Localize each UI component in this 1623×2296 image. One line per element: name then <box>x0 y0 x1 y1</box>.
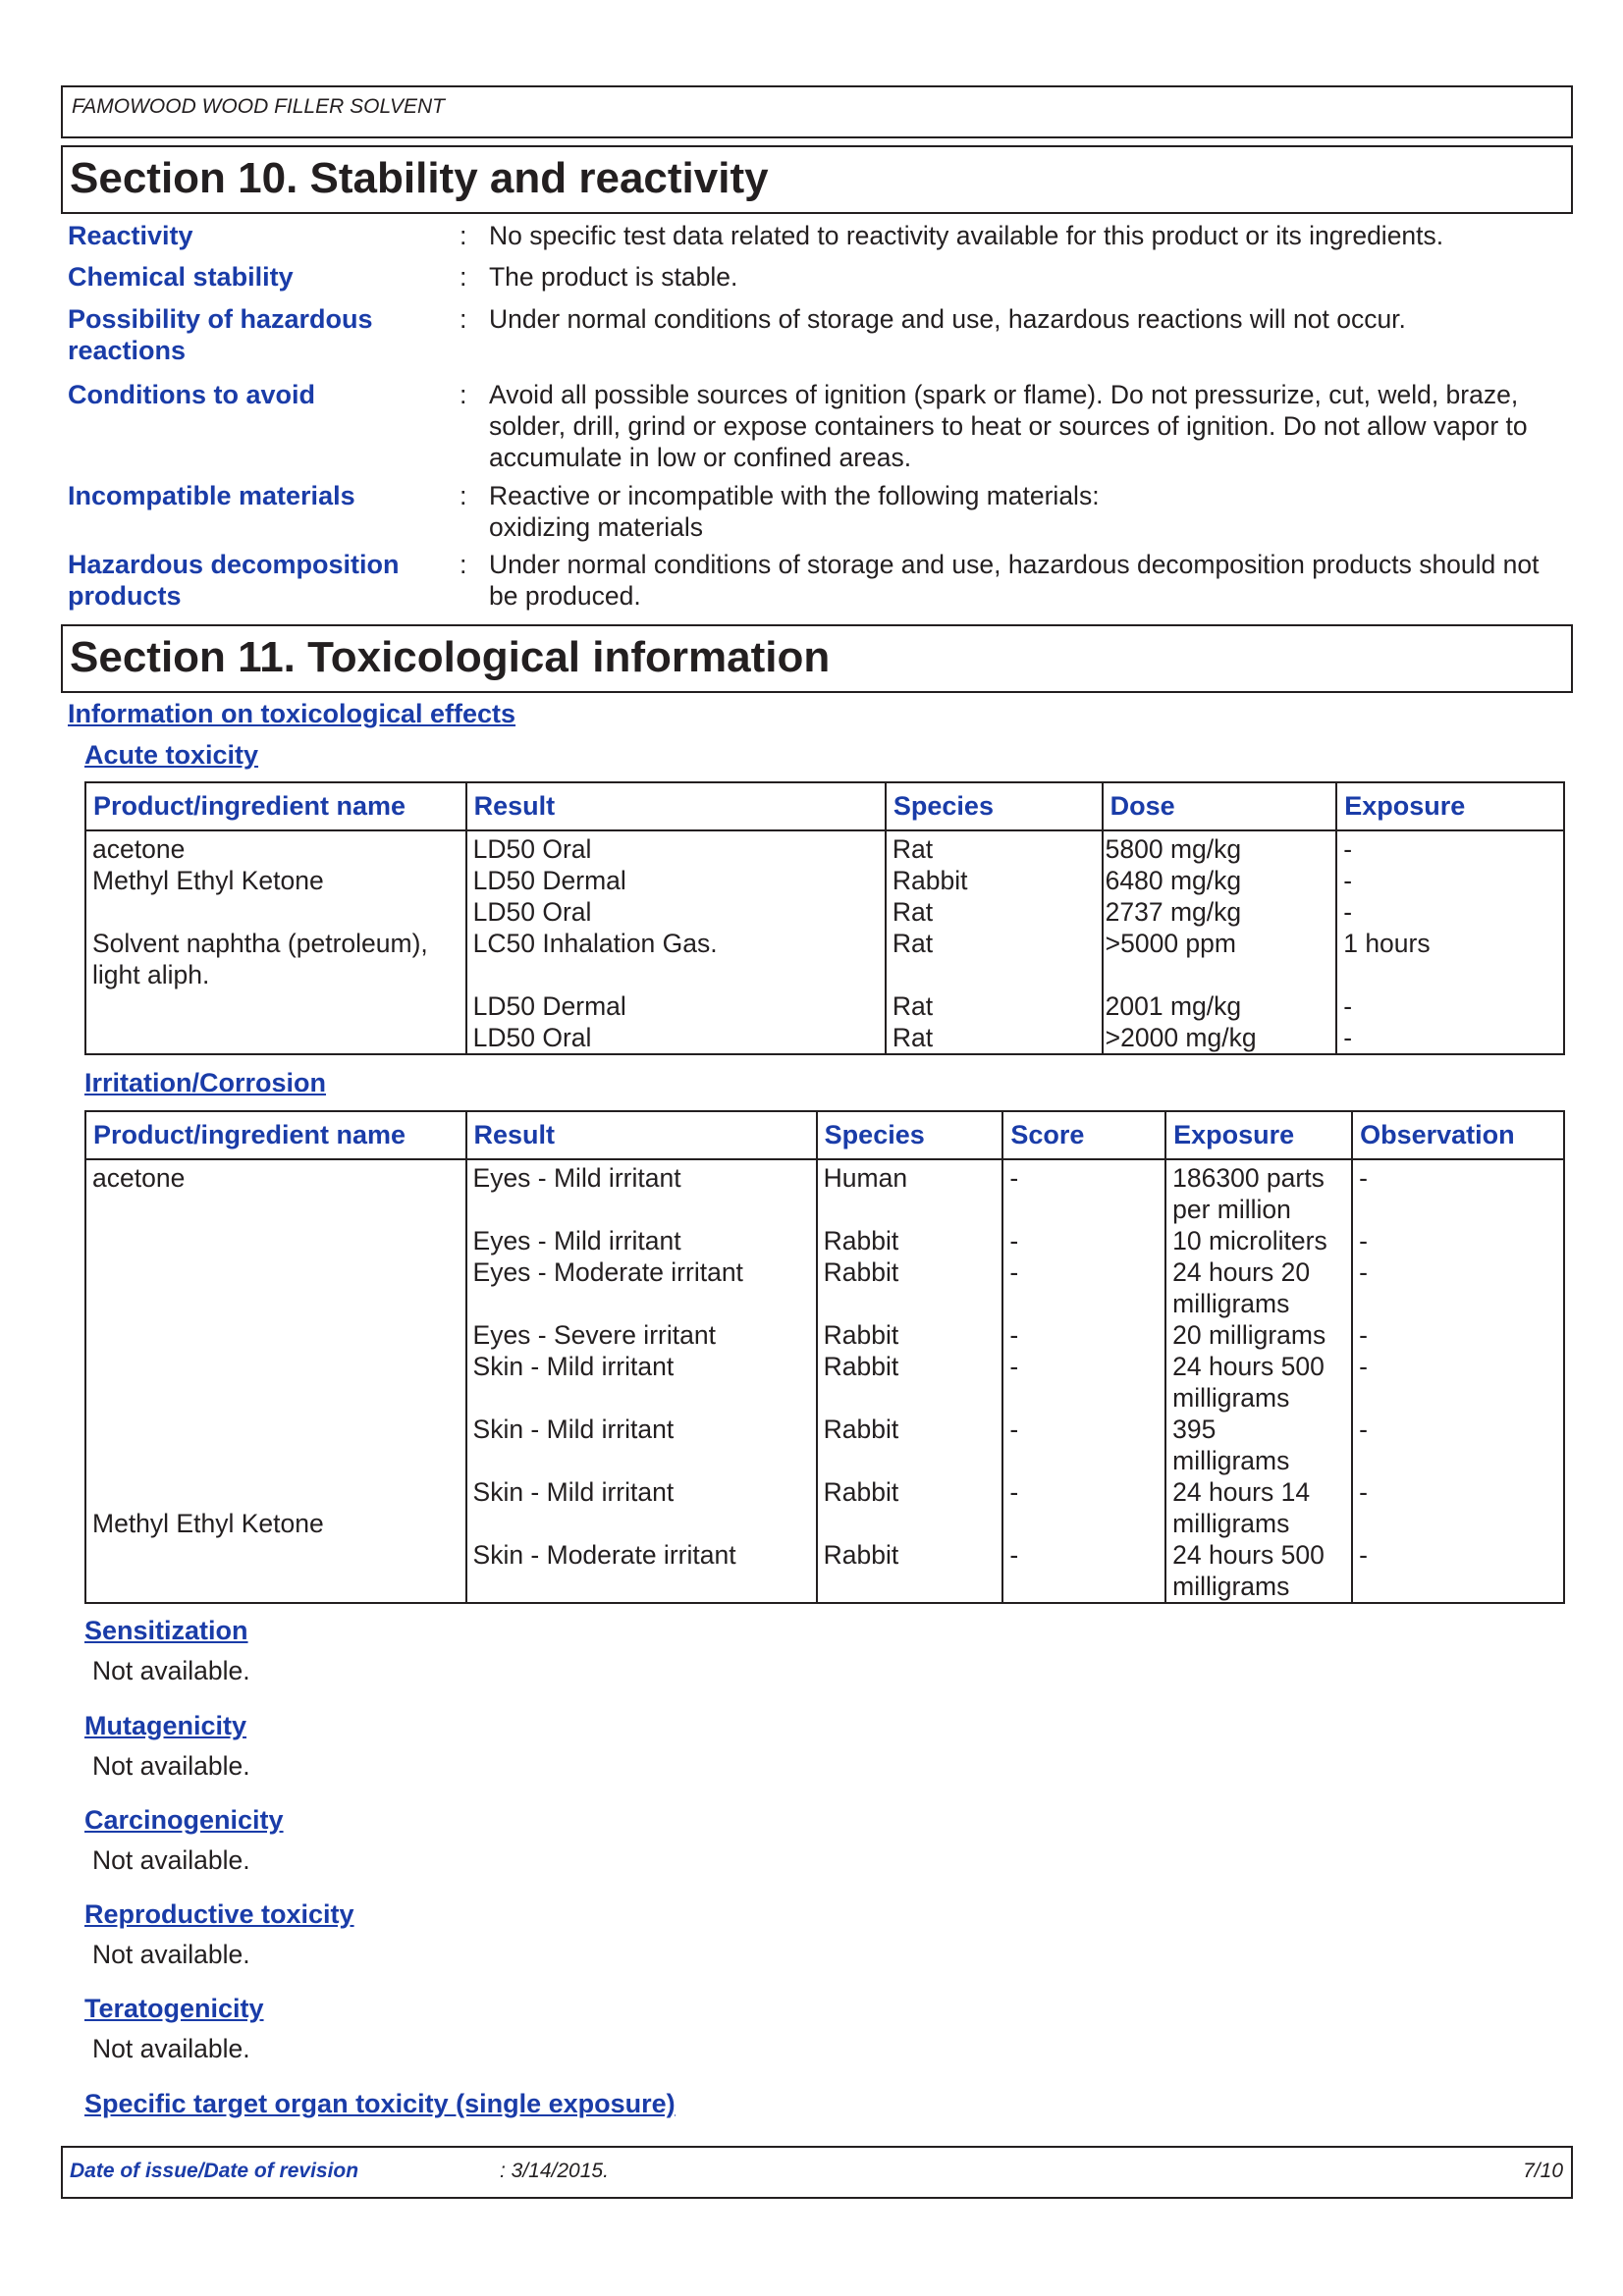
table-header-row <box>85 782 1564 830</box>
colon: : <box>460 304 467 334</box>
column-header: Score <box>1002 1111 1165 1159</box>
chemical-stability-label: Chemical stability <box>68 262 294 292</box>
sensitization-text: Not available. <box>92 1656 250 1685</box>
species-cell: Human Rabbit Rabbit Rabbit Rabbit Rabbit Rabbit Rabbit <box>817 1159 1003 1603</box>
date-of-issue-label: Date of issue/Date of revision <box>70 2160 359 2182</box>
teratogenicity-heading: Teratogenicity <box>84 1994 264 2023</box>
column-header: Product/ingredient name <box>85 1111 466 1159</box>
column-header: Product/ingredient name <box>85 782 466 830</box>
mutagenicity-text: Not available. <box>92 1751 250 1781</box>
reproductive-toxicity-heading: Reproductive toxicity <box>84 1899 354 1929</box>
incompatible-materials-label: Incompatible materials <box>68 481 355 510</box>
carcinogenicity-heading: Carcinogenicity <box>84 1805 284 1835</box>
conditions-to-avoid-label: Conditions to avoid <box>68 380 315 409</box>
reactivity-label: Reactivity <box>68 221 193 250</box>
score-cell: - - - - - - - - <box>1002 1159 1165 1603</box>
table-row <box>85 830 1564 1054</box>
column-header: Result <box>466 782 886 830</box>
teratogenicity-text: Not available. <box>92 2034 250 2063</box>
hazardous-reactions-value: Under normal conditions of storage and use, hazardous reactions will not occur. <box>489 304 1406 334</box>
column-header: Observation <box>1352 1111 1564 1159</box>
date-of-issue-value: : 3/14/2015. <box>500 2160 609 2182</box>
reactivity-value: No specific test data related to reactivity available for this product or its ingredients. <box>489 221 1444 250</box>
exposure-entry: 24 hours 14 milligrams <box>1172 1477 1311 1538</box>
colon: : <box>460 380 467 409</box>
toxicological-effects-heading: Information on toxicological effects <box>68 699 516 728</box>
column-header: Exposure <box>1336 782 1564 830</box>
ingredient-cell: acetone Methyl Ethyl Ketone Solvent naphtha (petroleum), light aliph. <box>92 834 428 989</box>
exposure-cell <box>1165 1159 1352 1603</box>
document-header <box>61 85 1573 138</box>
exposure-cell: - - - 1 hours - - <box>1336 830 1564 1054</box>
result-cell: Eyes - Mild irritant Eyes - Mild irritant Eyes - Moderate irritant Eyes - Severe irritant Skin - Mild irritant Skin - Mild irritant Skin - Mild irritant Skin - Moderate irritant <box>466 1159 817 1603</box>
sensitization-heading: Sensitization <box>84 1616 248 1645</box>
stot-single-exposure-heading: Specific target organ toxicity (single exposure) <box>84 2089 676 2118</box>
irritation-corrosion-table <box>84 1110 1565 1604</box>
column-header: Species <box>817 1111 1003 1159</box>
section-11-title: Section 11. Toxicological information <box>61 624 1573 693</box>
colon: : <box>460 221 467 250</box>
exposure-entry: 10 microliters <box>1172 1226 1327 1255</box>
product-name: FAMOWOOD WOOD FILLER SOLVENT <box>72 95 445 118</box>
column-header: Species <box>886 782 1103 830</box>
column-header: Dose <box>1103 782 1337 830</box>
page-number: 7/10 <box>1523 2160 1563 2182</box>
hazardous-reactions-label: Possibility of hazardous reactions <box>68 304 373 365</box>
ingredient-cell: acetone Methyl Ethyl Ketone <box>92 1163 324 1538</box>
table-row <box>85 1159 1564 1603</box>
exposure-entry: 395 milligrams <box>1172 1415 1290 1475</box>
species-cell: Rat Rabbit Rat Rat Rat Rat <box>886 830 1103 1054</box>
exposure-entry: 24 hours 20 milligrams <box>1172 1257 1311 1318</box>
column-header: Exposure <box>1165 1111 1352 1159</box>
conditions-to-avoid-value: Avoid all possible sources of ignition (spark or flame). Do not pressurize, cut, weld, braze, solder, drill, grind or expose containers to heat or sources of ignition. Do not allow vapor to accumulate in low or confined areas. <box>489 380 1528 472</box>
exposure-entry: 24 hours 500 milligrams <box>1172 1540 1325 1601</box>
dose-cell: 5800 mg/kg 6480 mg/kg 2737 mg/kg >5000 ppm 2001 mg/kg >2000 mg/kg <box>1103 830 1337 1054</box>
result-cell: LD50 Oral LD50 Dermal LD50 Oral LC50 Inhalation Gas. LD50 Dermal LD50 Oral <box>466 830 886 1054</box>
reproductive-toxicity-text: Not available. <box>92 1940 250 1969</box>
exposure-entry: 186300 parts per million <box>1172 1163 1325 1224</box>
table-header-row <box>85 1111 1564 1159</box>
acute-toxicity-heading: Acute toxicity <box>84 740 259 770</box>
document-footer <box>61 2146 1573 2199</box>
carcinogenicity-text: Not available. <box>92 1845 250 1875</box>
hazardous-decomposition-value: Under normal conditions of storage and use, hazardous decomposition products should not be produced. <box>489 550 1540 611</box>
mutagenicity-heading: Mutagenicity <box>84 1711 247 1740</box>
section-10-title: Section 10. Stability and reactivity <box>61 145 1573 214</box>
observation-cell: - - - - - - - - <box>1352 1159 1564 1603</box>
colon: : <box>460 550 467 579</box>
hazardous-decomposition-label: Hazardous decomposition products <box>68 550 400 611</box>
column-header: Result <box>466 1111 817 1159</box>
acute-toxicity-table <box>84 781 1565 1055</box>
incompatible-materials-value: Reactive or incompatible with the following materials: oxidizing materials <box>489 481 1100 542</box>
exposure-entry: 20 milligrams <box>1172 1320 1326 1350</box>
irritation-corrosion-heading: Irritation/Corrosion <box>84 1068 327 1097</box>
colon: : <box>460 481 467 510</box>
chemical-stability-value: The product is stable. <box>489 262 738 292</box>
colon: : <box>460 262 467 292</box>
exposure-entry: 24 hours 500 milligrams <box>1172 1352 1325 1413</box>
